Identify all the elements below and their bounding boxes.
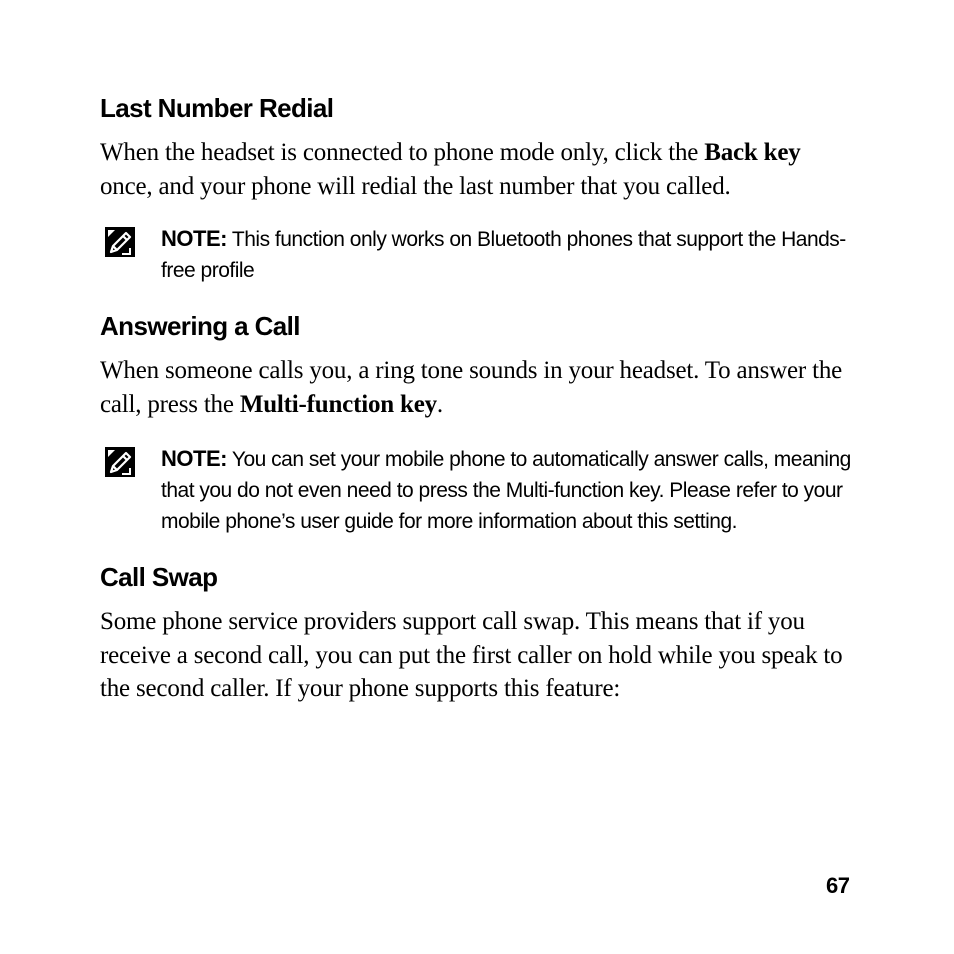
note-body: . Please refer to your mobile phone’s user guide for more information about this setting.: [161, 479, 843, 533]
note-label: NOTE:: [161, 226, 227, 251]
body-text: once, and your phone will redial the last number that you called.: [100, 172, 731, 200]
section-heading-last-number-redial: Last Number Redial: [100, 93, 334, 123]
page-number: 67: [826, 873, 850, 898]
manual-page: [100, 90, 852, 706]
note-label: NOTE:: [161, 446, 227, 471]
key-name-back: Back key: [704, 139, 801, 166]
note-text: [161, 443, 852, 537]
note-body: You can set your mobile phone to automatically answer calls, meaning that you do not even need to press the: [161, 448, 851, 502]
body-text: When the headset is connected to phone mode only, click the: [100, 139, 705, 166]
body-text: .: [436, 390, 443, 418]
key-name-multi-function: Multi-function key: [505, 479, 659, 502]
section-body-answering-a-call: [100, 354, 852, 421]
note-pencil-icon: [105, 447, 135, 477]
body-text: Some phone service providers support call swap. This means that if you receive a second call, you can put the first caller on hold while you speak to the second caller. If your phone supports this feature:: [100, 608, 843, 702]
section-heading-answering-a-call: Answering a Call: [100, 311, 300, 341]
note-body: This function only works on Bluetooth phones that support the Hands-free profile: [161, 228, 846, 282]
section-body-last-number-redial: [100, 136, 852, 203]
key-name-multi-function: Multi-function key: [239, 390, 437, 418]
body-text: When someone calls you, a ring tone sounds in your headset. To answer the call, press the: [100, 357, 843, 418]
note-block-bluetooth: [100, 223, 852, 286]
note-pencil-icon: [105, 227, 135, 257]
note-text: [161, 223, 852, 286]
section-heading-call-swap: Call Swap: [100, 562, 218, 592]
section-body-call-swap: [100, 605, 852, 706]
note-block-auto-answer: [100, 443, 852, 537]
